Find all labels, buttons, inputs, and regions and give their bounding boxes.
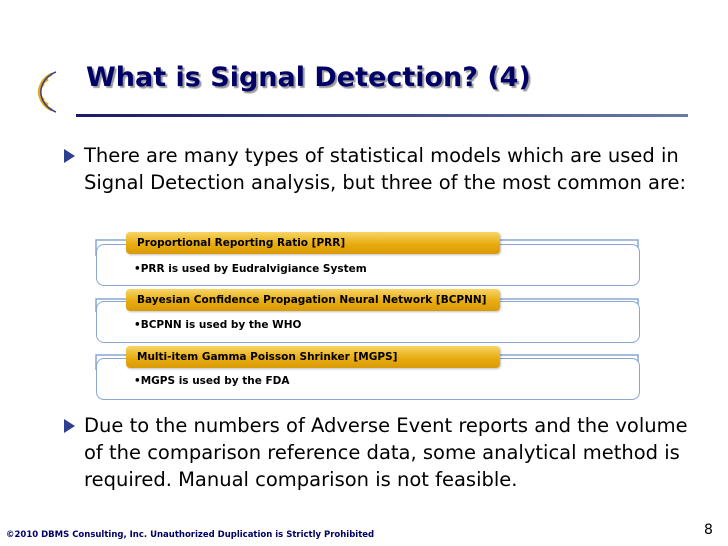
bullet-text: There are many types of statistical models which are used in Signal Detection analysis, but three of the most common are: [84,144,687,194]
model-label-mgps: Multi-item Gamma Poisson Shrinker [MGPS] [126,346,500,368]
model-label-prr: Proportional Reporting Ratio [PRR] [126,232,500,254]
model-description-bcpnn: •BCPNN is used by the WHO [134,319,302,331]
triangle-bullet-icon [64,419,75,433]
model-label-bcpnn: Bayesian Confidence Propagation Neural Network [BCPNN] [126,289,500,311]
model-description-prr: •PRR is used by Eudralvigiance System [134,263,367,275]
page-number: 8 [704,522,713,538]
slide-title: What is Signal Detection? (4) [86,62,531,93]
model-description-mgps: •MGPS is used by the FDA [134,375,290,387]
bullet-text: Due to the numbers of Adverse Event reports and the volume of the comparison reference data, some analytical method is required. Manual comparison is not feasible. [84,414,688,491]
footer-copyright: ©2010 DBMS Consulting, Inc. Unauthorized Duplication is Strictly Prohibited [6,530,375,540]
bullet-item [84,412,694,493]
